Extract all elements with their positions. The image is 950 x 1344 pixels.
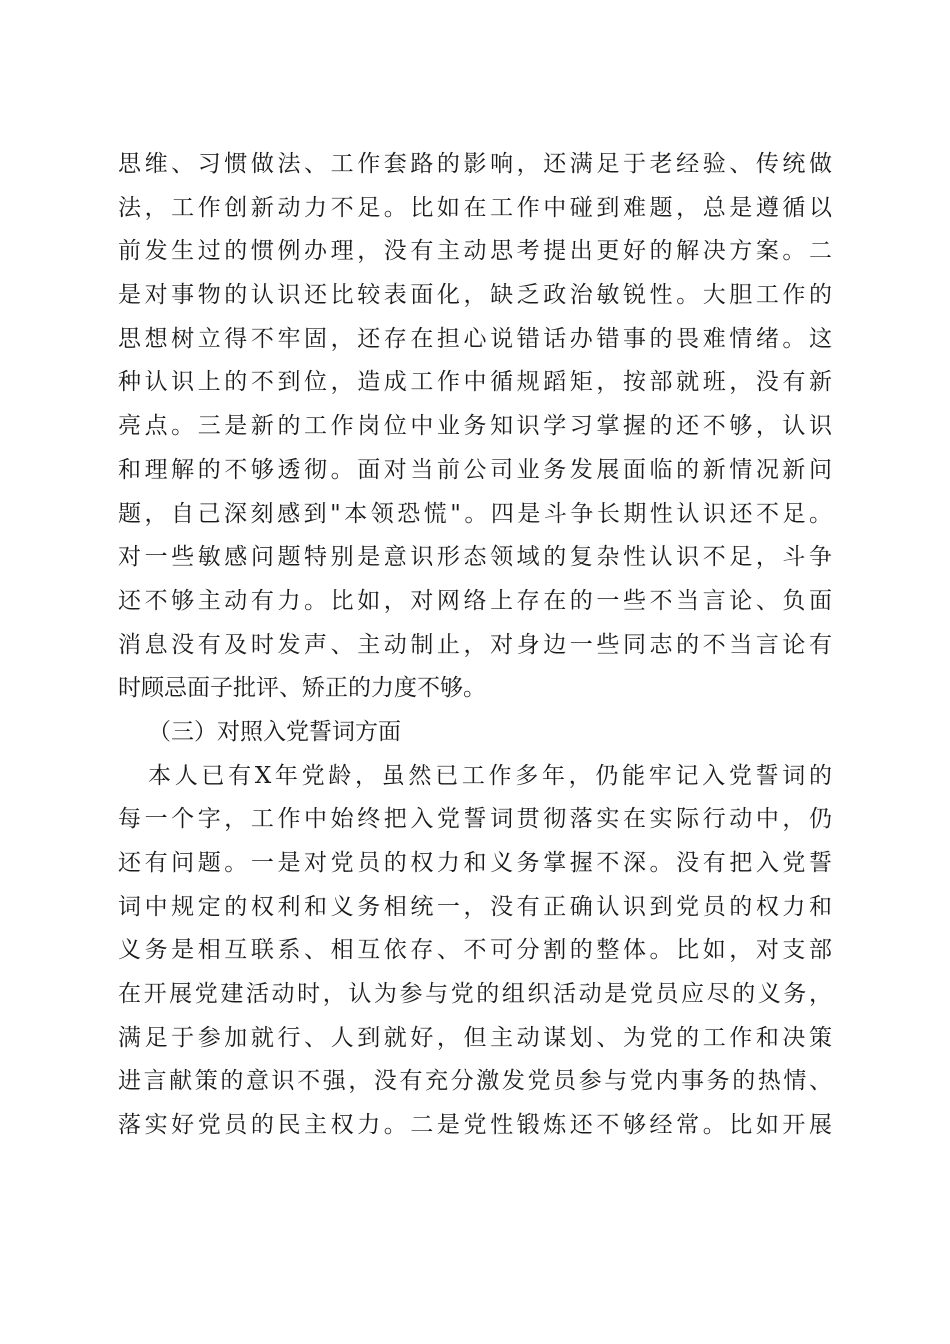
text-line: 题，自己深刻感到"本领恐慌"。四是斗争长期性认识还不足。: [118, 500, 832, 527]
text-line: 落实好党员的民主权力。二是党性锻炼还不够经常。比如开展: [118, 1112, 832, 1139]
text-line: 是对事物的认识还比较表面化，缺乏政治敏锐性。大胆工作的: [118, 282, 832, 309]
text-line: 义务是相互联系、相互依存、不可分割的整体。比如，对支部: [118, 937, 832, 964]
text-line: 思维、习惯做法、工作套路的影响，还满足于老经验、传统做: [118, 151, 832, 177]
text-line: 法，工作创新动力不足。比如在工作中碰到难题，总是遵循以: [118, 194, 832, 221]
paragraph-continued: [118, 143, 832, 711]
text-line: 种认识上的不到位，造成工作中循规蹈矩，按部就班，没有新: [118, 369, 832, 396]
text-line: 和理解的不够透彻。面对当前公司业务发展面临的新情况新问: [118, 456, 832, 483]
text-line: 词中规定的权利和义务相统一，没有正确认识到党员的权力和: [118, 893, 832, 920]
text-line: 时顾忌面子批评、矫正的力度不够。: [118, 675, 486, 702]
text-line: 亮点。三是新的工作岗位中业务知识学习掌握的还不够，认识: [118, 413, 832, 440]
text-line: 在开展党建活动时，认为参与党的组织活动是党员应尽的义务，: [118, 981, 832, 1008]
text-line: 消息没有及时发声、主动制止，对身边一些同志的不当言论有: [118, 631, 832, 658]
text-line: 还有问题。一是对党员的权力和义务掌握不深。没有把入党誓: [118, 850, 832, 876]
document-body: [118, 143, 832, 1148]
text-line: 思想树立得不牢固，还存在担心说错话办错事的畏难情绪。这: [118, 325, 832, 352]
text-line: 本人已有X年党龄，虽然已工作多年，仍能牢记入党誓词的: [148, 762, 832, 789]
text-line: 前发生过的惯例办理，没有主动思考提出更好的解决方案。二: [118, 238, 832, 265]
text-line: 进言献策的意识不强，没有充分激发党员参与党内事务的热情、: [118, 1068, 832, 1095]
text-line: 对一些敏感问题特别是意识形态领域的复杂性认识不足，斗争: [118, 544, 832, 571]
section-heading: （三）对照入党誓词方面: [148, 718, 401, 745]
text-line: 还不够主动有力。比如，对网络上存在的一些不当言论、负面: [118, 587, 832, 614]
text-line: 每一个字，工作中始终把入党誓词贯彻落实在实际行动中，仍: [118, 806, 832, 833]
paragraph-oath: [118, 755, 832, 1148]
text-line: 满足于参加就行、人到就好，但主动谋划、为党的工作和决策: [118, 1024, 832, 1051]
